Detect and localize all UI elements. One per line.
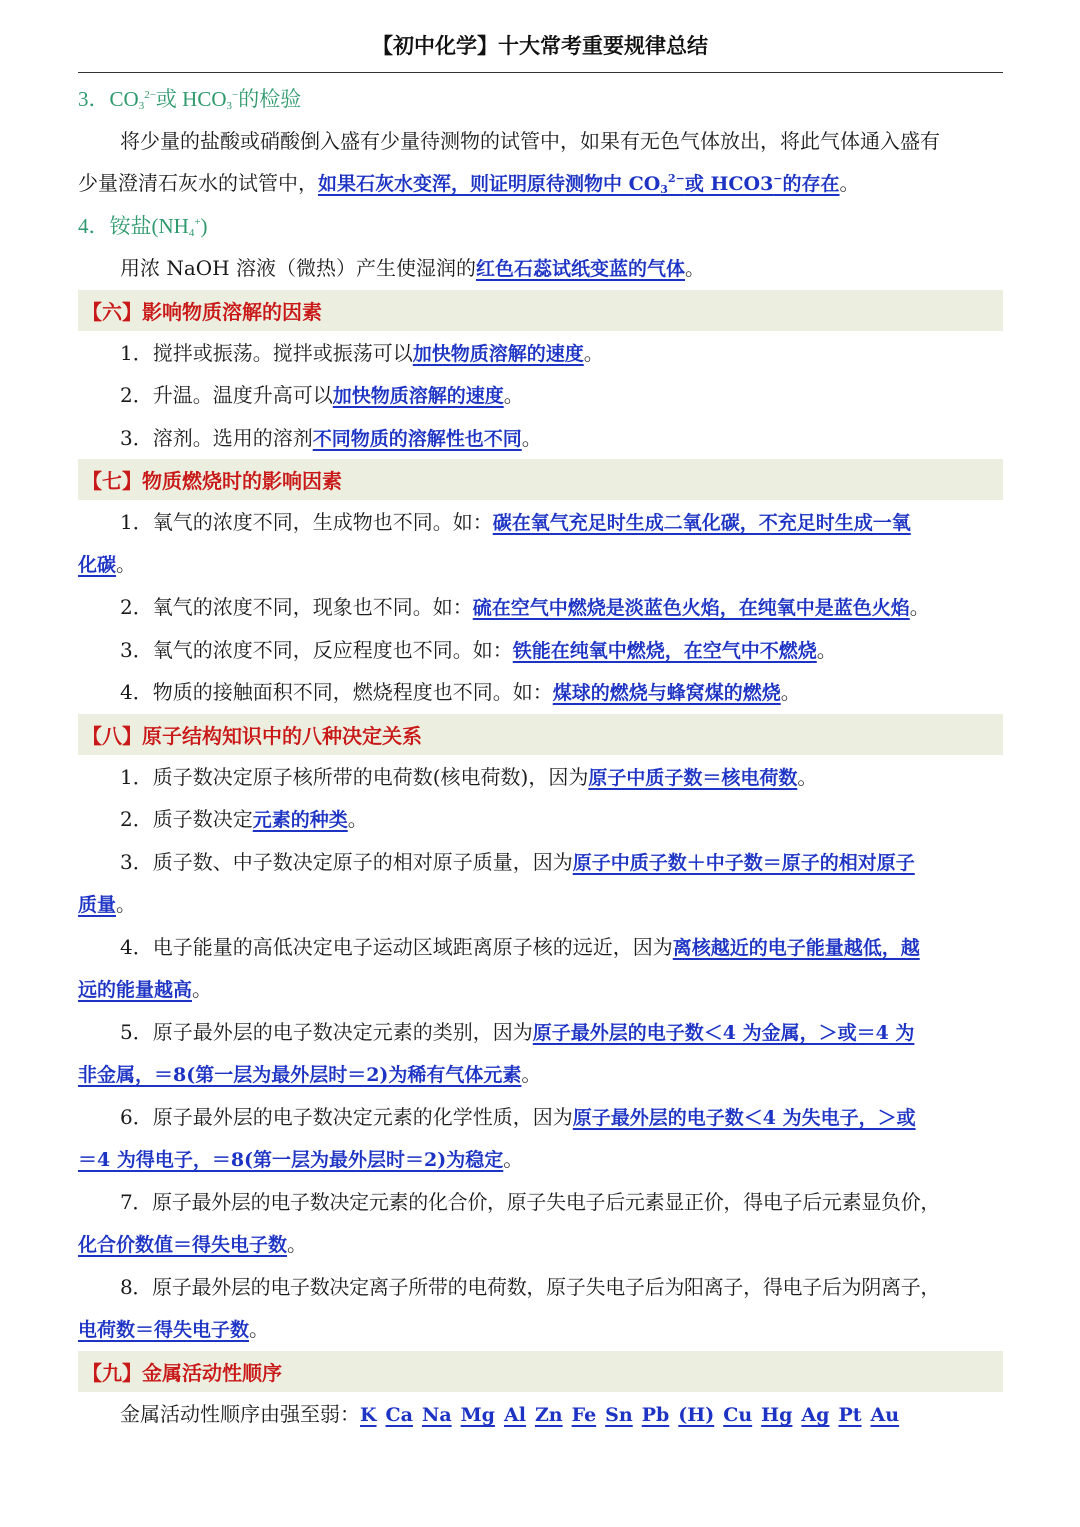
- highlight-answer: 离核越近的电子能量越低，越: [672, 937, 920, 959]
- list-item-continuation: 化合价数值＝得失电子数。: [78, 1232, 308, 1256]
- page-title: 【初中化学】十大常考重要规律总结: [372, 34, 708, 58]
- list-item: 1．质子数决定原子核所带的电荷数(核电荷数)，因为原子中质子数＝核电荷数。: [120, 765, 818, 789]
- metal-symbol: Au: [870, 1404, 900, 1426]
- list-item: 5．原子最外层的电子数决定元素的类别，因为原子最外层的电子数＜4 为金属，＞或＝4 为: [120, 1020, 915, 1044]
- section-3-paragraph-line-2: 少量澄清石灰水的试管中，如果石灰水变浑，则证明原待测物中 $CO_3^{2-}$或 HCO3−的存在。: [78, 171, 860, 196]
- metal-symbol: Al: [503, 1404, 526, 1426]
- metal-symbol: K: [360, 1404, 377, 1426]
- list-item: 3．溶剂。选用的溶剂不同物质的溶解性也不同。: [120, 426, 542, 450]
- metal-symbol: Ca: [385, 1404, 413, 1426]
- list-item: 7．原子最外层的电子数决定元素的化合价，原子失电子后元素显正价，得电子后元素显负价，: [120, 1190, 941, 1214]
- highlight-answer: 原子最外层的电子数＜4 为金属，＞或＝4 为: [532, 1022, 915, 1044]
- highlight-answer: 煤球的燃烧与蜂窝煤的燃烧: [552, 682, 781, 704]
- section-header-6: 【六】影响物质溶解的因素: [78, 290, 1003, 331]
- list-item: 3．质子数、中子数决定原子的相对原子质量，因为原子中质子数＋中子数＝原子的相对原子: [120, 850, 915, 874]
- highlight-answer: 原子中质子数＝核电荷数: [588, 767, 798, 789]
- highlight-answer: 非金属，＝8(第一层为最外层时＝2)为稀有气体元素: [78, 1064, 522, 1086]
- metal-symbol: Pb: [641, 1404, 670, 1426]
- highlight-answer: 化碳: [78, 554, 117, 576]
- metal-symbol: Zn: [534, 1404, 563, 1426]
- highlight-answer: 电荷数＝得失电子数: [78, 1319, 250, 1341]
- metal-symbol: Mg: [460, 1404, 495, 1426]
- list-item: 2．质子数决定元素的种类。: [120, 807, 368, 831]
- metal-symbol: Pt: [838, 1404, 862, 1426]
- header-divider: [78, 72, 1003, 73]
- highlight-answer: 质量: [78, 894, 117, 916]
- highlight-answer: ＝4 为得电子，＝8(第一层为最外层时＝2)为稳定: [78, 1149, 504, 1171]
- highlight-answer: 不同物质的溶解性也不同: [312, 428, 522, 450]
- list-item: 1．搅拌或振荡。搅拌或振荡可以加快物质溶解的速度。: [120, 341, 604, 365]
- list-item-continuation: 电荷数＝得失电子数。: [78, 1317, 270, 1341]
- list-item-continuation: 远的能量越高。: [78, 977, 213, 1001]
- metal-activity-series: 金属活动性顺序由强至弱：K Ca Na Mg Al Zn Fe Sn Pb (H) Cu Hg Ag Pt Au: [78, 1399, 1003, 1430]
- list-item-continuation: 化碳。: [78, 552, 137, 576]
- highlight-answer: 加快物质溶解的速度: [412, 343, 584, 365]
- metal-symbol: Na: [421, 1404, 452, 1426]
- metal-list: [360, 1402, 908, 1426]
- section-header-8: 【八】原子结构知识中的八种决定关系: [78, 714, 1003, 755]
- list-item: 6．原子最外层的电子数决定元素的化学性质，因为原子最外层的电子数＜4 为失电子，＞或: [120, 1105, 916, 1129]
- list-item-continuation: 质量。: [78, 892, 137, 916]
- metal-symbol: (H): [678, 1404, 715, 1426]
- highlight-answer: 加快物质溶解的速度: [332, 385, 504, 407]
- section-4-paragraph: 用浓 NaOH 溶液（微热）产生使湿润的红色石蕊试纸变蓝的气体。: [120, 256, 705, 280]
- highlight-answer: 元素的种类: [252, 809, 348, 831]
- highlight-answer: 硫在空气中燃烧是淡蓝色火焰，在纯氧中是蓝色火焰: [472, 597, 910, 619]
- list-item: 4．物质的接触面积不同，燃烧程度也不同。如：煤球的燃烧与蜂窝煤的燃烧。: [120, 680, 801, 704]
- list-item-continuation: ＝4 为得电子，＝8(第一层为最外层时＝2)为稳定。: [78, 1147, 524, 1171]
- metal-symbol: Ag: [801, 1404, 830, 1426]
- section-3-title: 3．$CO_3^{2-}$或 $HCO_3^-$的检验: [78, 87, 302, 112]
- list-item: 2．升温。温度升高可以加快物质溶解的速度。: [120, 383, 524, 407]
- list-item-continuation: 非金属，＝8(第一层为最外层时＝2)为稀有气体元素。: [78, 1062, 542, 1086]
- list-item: 8．原子最外层的电子数决定离子所带的电荷数，原子失电子后为阳离子，得电子后为阴离子，: [120, 1275, 941, 1299]
- metal-symbol: Hg: [761, 1404, 793, 1426]
- section-header-9: 【九】金属活动性顺序: [78, 1351, 1003, 1392]
- highlight-answer: 碳在氧气充足时生成二氧化碳，不充足时生成一氧: [492, 512, 911, 534]
- list-item: 2．氧气的浓度不同，现象也不同。如：硫在空气中燃烧是淡蓝色火焰，在纯氧中是蓝色火焰。: [120, 595, 930, 619]
- metal-symbol: Fe: [571, 1404, 597, 1426]
- highlight-answer: 如果石灰水变浑，则证明原待测物中 $CO_3^{2-}$或 HCO3−的存在: [318, 172, 840, 196]
- metal-symbol: Cu: [723, 1404, 753, 1426]
- list-item: 4．电子能量的高低决定电子运动区域距离原子核的远近，因为离核越近的电子能量越低，越: [120, 935, 920, 959]
- list-item: 1．氧气的浓度不同，生成物也不同。如：碳在氧气充足时生成二氧化碳，不充足时生成一氧: [120, 510, 911, 534]
- highlight-answer: 原子中质子数＋中子数＝原子的相对原子: [572, 852, 915, 874]
- highlight-answer: 铁能在纯氧中燃烧，在空气中不燃烧: [512, 640, 817, 662]
- section-4-title: 4．铵盐$(NH_4^+)$: [78, 214, 208, 239]
- highlight-answer: 红色石蕊试纸变蓝的气体: [475, 258, 685, 280]
- highlight-answer: 远的能量越高: [78, 979, 193, 1001]
- section-header-7: 【七】物质燃烧时的影响因素: [78, 459, 1003, 500]
- highlight-answer: 原子最外层的电子数＜4 为失电子，＞或: [572, 1107, 916, 1129]
- highlight-answer: 化合价数值＝得失电子数: [78, 1234, 288, 1256]
- section-3-paragraph-line-1: 将少量的盐酸或硝酸倒入盛有少量待测物的试管中，如果有无色气体放出，将此气体通入盛有: [120, 129, 940, 153]
- list-item: 3．氧气的浓度不同，反应程度也不同。如：铁能在纯氧中燃烧，在空气中不燃烧。: [120, 638, 837, 662]
- metal-symbol: Sn: [605, 1404, 633, 1426]
